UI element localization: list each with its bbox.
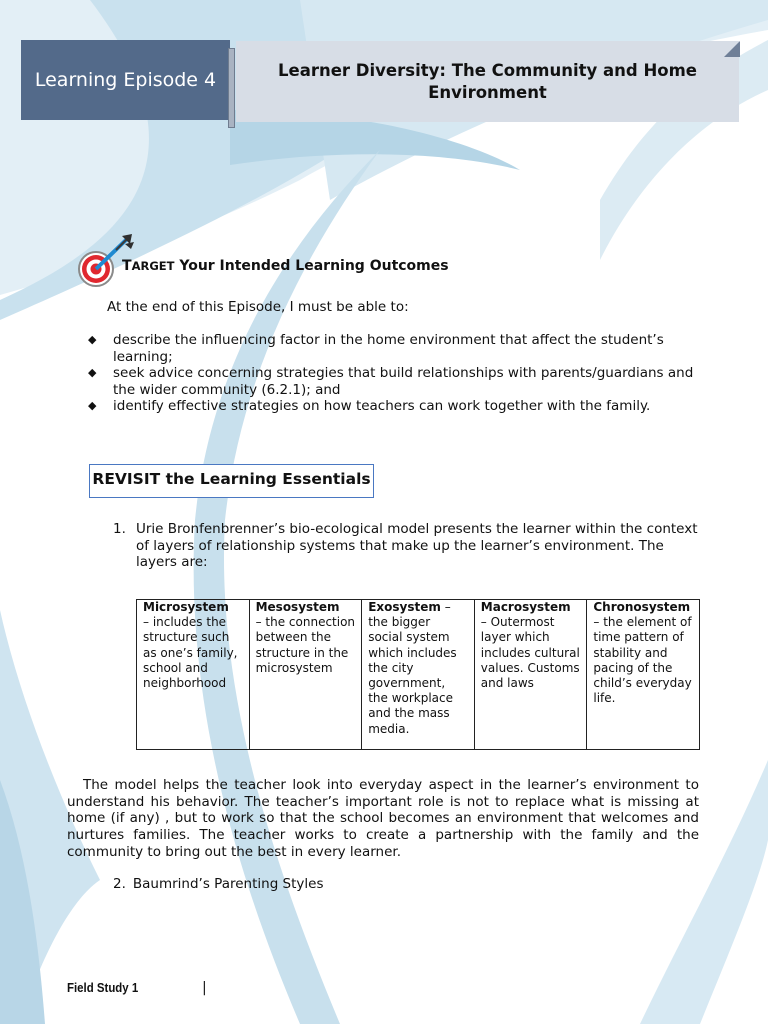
system-name: Exosystem <box>368 600 441 614</box>
system-name: Macrosystem <box>480 600 571 614</box>
system-name: Chronosystem <box>593 600 691 614</box>
table-cell-chronosystem <box>587 600 700 750</box>
system-description: – the element of time pattern of stability and pacing of the child’s everyday life. <box>593 615 692 706</box>
footer-label: Field Study 1 <box>67 980 139 995</box>
title-corner-fold <box>724 41 740 57</box>
header-divider <box>228 48 235 128</box>
system-name: Microsystem <box>143 600 229 614</box>
diamond-bullet-icon: ◆ <box>88 399 97 412</box>
outcome-text: seek advice concerning strategies that build relationships with parents/guardians and the wider community (6.2.1); and <box>113 365 694 398</box>
system-description: – Outermost layer which includes cultural values. Customs and laws <box>480 615 580 691</box>
episode-title <box>236 41 739 122</box>
outcomes-intro: At the end of this Episode, I must be able to: <box>107 299 409 315</box>
episode-text: Learning Episode 4 <box>34 69 217 91</box>
revisit-section-heading <box>89 464 374 498</box>
list-item <box>88 365 698 398</box>
table-cell-mesosystem <box>249 600 362 750</box>
item-text: Urie Bronfenbrenner’s bio-ecological model presents the learner within the context of layers of relationship systems that make up the learner’s environment. The layers are: <box>136 521 698 570</box>
table-cell-macrosystem <box>474 600 587 750</box>
table-cell-microsystem <box>137 600 250 750</box>
item-number: 2. <box>113 876 126 892</box>
system-description: – the bigger social system which includes the city government, the workplace and the mass media. <box>368 600 457 736</box>
outcome-text: identify effective strategies on how teachers can work together with the family. <box>113 398 651 414</box>
ecological-systems-table <box>136 599 700 750</box>
outcomes-list <box>88 332 698 415</box>
list-item <box>88 398 698 415</box>
footer-separator: | <box>202 980 207 996</box>
diamond-bullet-icon: ◆ <box>88 366 97 379</box>
episode-label <box>21 40 230 120</box>
outcome-text: describe the influencing factor in the home environment that affect the student’s learning; <box>113 332 664 365</box>
target-heading-caps: ARGET <box>131 259 175 273</box>
item-text: Baumrind’s Parenting Styles <box>132 876 324 892</box>
system-description: – the connection between the structure in the microsystem <box>255 615 356 675</box>
item-number: 1. <box>113 521 126 537</box>
diamond-bullet-icon: ◆ <box>88 333 97 346</box>
revisit-label: REVISIT the Learning Essentials <box>92 470 371 488</box>
numbered-item-1 <box>113 521 698 571</box>
list-item <box>88 332 698 365</box>
target-heading-rest: Your Intended Learning Outcomes <box>174 258 449 274</box>
system-description: – includes the structure such as one’s family, school and neighborhood <box>143 615 238 691</box>
table-cell-exosystem <box>362 600 475 750</box>
model-explanation-paragraph: The model helps the teacher look into everyday aspect in the learner’s environment to understand his behavior. The teacher’s important role is not to replace what is missing at home (if any) , but to work so that the school becomes an environment that welcomes and nurtures families. The teacher works to create a partnership with the family and the community to bring out the best in every learner. <box>67 777 699 860</box>
episode-title-text: Learner Diversity: The Community and Home Environment <box>278 60 697 102</box>
target-heading-first: T <box>122 258 132 274</box>
numbered-item-2 <box>113 876 324 892</box>
table-row <box>137 600 700 750</box>
system-name: Mesosystem <box>255 600 340 614</box>
target-heading <box>122 258 449 274</box>
